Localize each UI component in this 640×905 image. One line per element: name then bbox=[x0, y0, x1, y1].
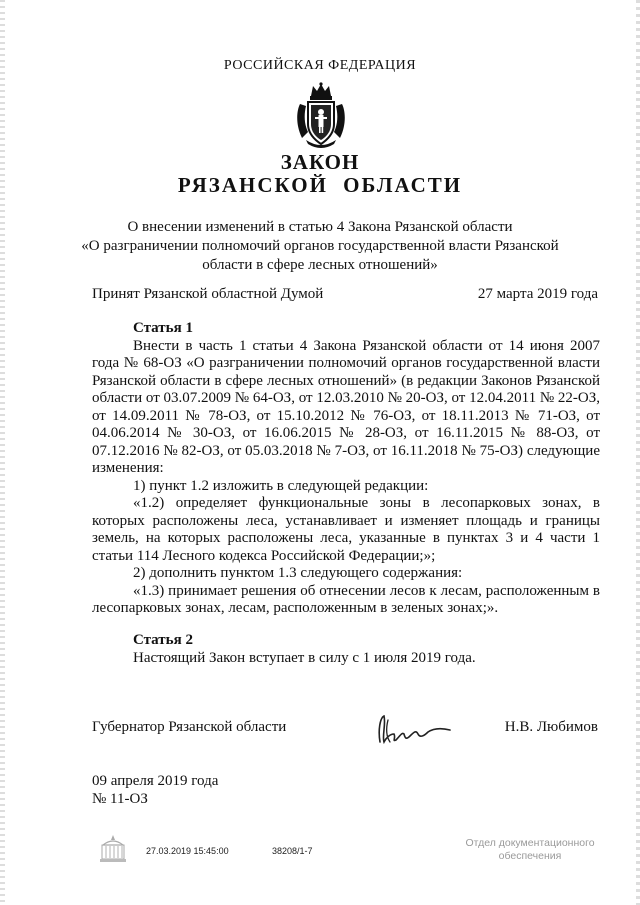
document-title-law: ЗАКОН bbox=[280, 150, 360, 174]
article-1-item-1-text: «1.2) определяет функциональные зоны в лесопарковых зонах, в которых расположены леса, устанавливает и изменяет площадь и границы земель, на которых расположены леса, указанные в пунктах 3 и 4 части 1 статьи 114 Лесного кодекса Российской Федерации;»; bbox=[92, 495, 600, 564]
article-1-heading: Статья 1 bbox=[133, 320, 193, 336]
law-subject bbox=[0, 218, 640, 275]
department-line: обеспечения bbox=[498, 850, 562, 862]
department-stamp bbox=[440, 837, 620, 863]
subject-line: О внесении изменений в статью 4 Закона Рязанской области bbox=[127, 219, 513, 235]
article-1 bbox=[92, 320, 600, 618]
footer-reg-number-text: 38208/1-7 bbox=[272, 846, 313, 856]
law-date: 09 апреля 2019 года bbox=[92, 773, 219, 789]
article-2-heading: Статья 2 bbox=[133, 632, 193, 648]
footer-reg-number bbox=[272, 841, 313, 859]
adoption-date: 27 марта 2019 года bbox=[477, 286, 598, 302]
signatory-position: Губернатор Рязанской области bbox=[92, 719, 287, 735]
duma-building-icon bbox=[96, 832, 130, 866]
department-line: Отдел документационного bbox=[465, 837, 595, 849]
article-1-intro: Внести в часть 1 статьи 4 Закона Рязанской области от 14 июня 2007 года № 68-ОЗ «О разграничении полномочий органов государственной власти Рязанской области в сфере лесных отношений» (в редакции Законов Рязанской области от 03.07.2009 № 64-ОЗ, от 12.03.2010 № 20-ОЗ, от 12.04.2011 № 22-ОЗ, от 14.09.2011 № 78-ОЗ, от 15.10.2012 № 76-ОЗ, от 18.11.2013 № 71-ОЗ, от 04.06.2014 № 30-ОЗ, от 16.06.2015 № 28-ОЗ, от 16.11.2015 № 88-ОЗ, от 07.12.2016 № 82-ОЗ, от 05.03.2018 № 7-ОЗ, от 16.11.2018 № 75-ОЗ) следующие изменения: bbox=[92, 337, 600, 476]
article-2-text: Настоящий Закон вступает в силу с 1 июля 2019 года. bbox=[133, 649, 476, 666]
adopted-by: Принят Рязанской областной Думой bbox=[92, 286, 324, 302]
document-title-region: РЯЗАНСКОЙ ОБЛАСТИ bbox=[177, 173, 463, 197]
article-1-item-2-text: «1.3) принимает решения об отнесении лесов к лесам, расположенным в лесопарковых зонах, лесам, расположенным в зеленых зонах;». bbox=[92, 582, 600, 616]
adoption-row bbox=[92, 286, 598, 303]
article-1-item-2: 2) дополнить пунктом 1.3 следующего содержания: bbox=[133, 565, 463, 581]
signatory-name: Н.В. Любимов bbox=[504, 719, 598, 735]
law-number: № 11-ОЗ bbox=[92, 791, 148, 807]
article-1-item-1: 1) пункт 1.2 изложить в следующей редакции: bbox=[133, 477, 429, 494]
subject-line: области в сфере лесных отношений» bbox=[202, 257, 438, 273]
ryazan-coat-of-arms-icon bbox=[294, 82, 348, 148]
signature-row bbox=[92, 719, 598, 736]
footer-timestamp bbox=[146, 841, 229, 859]
handwritten-signature bbox=[372, 712, 454, 748]
subject-line: «О разграничении полномочий органов государственной власти Рязанской bbox=[81, 238, 559, 254]
scan-edge-right bbox=[636, 0, 640, 905]
law-date-block bbox=[92, 772, 218, 808]
country-header: РОССИЙСКАЯ ФЕДЕРАЦИЯ bbox=[223, 58, 417, 73]
article-2 bbox=[92, 632, 600, 667]
footer-timestamp-text: 27.03.2019 15:45:00 bbox=[146, 846, 229, 856]
scan-edge-left bbox=[0, 0, 5, 905]
